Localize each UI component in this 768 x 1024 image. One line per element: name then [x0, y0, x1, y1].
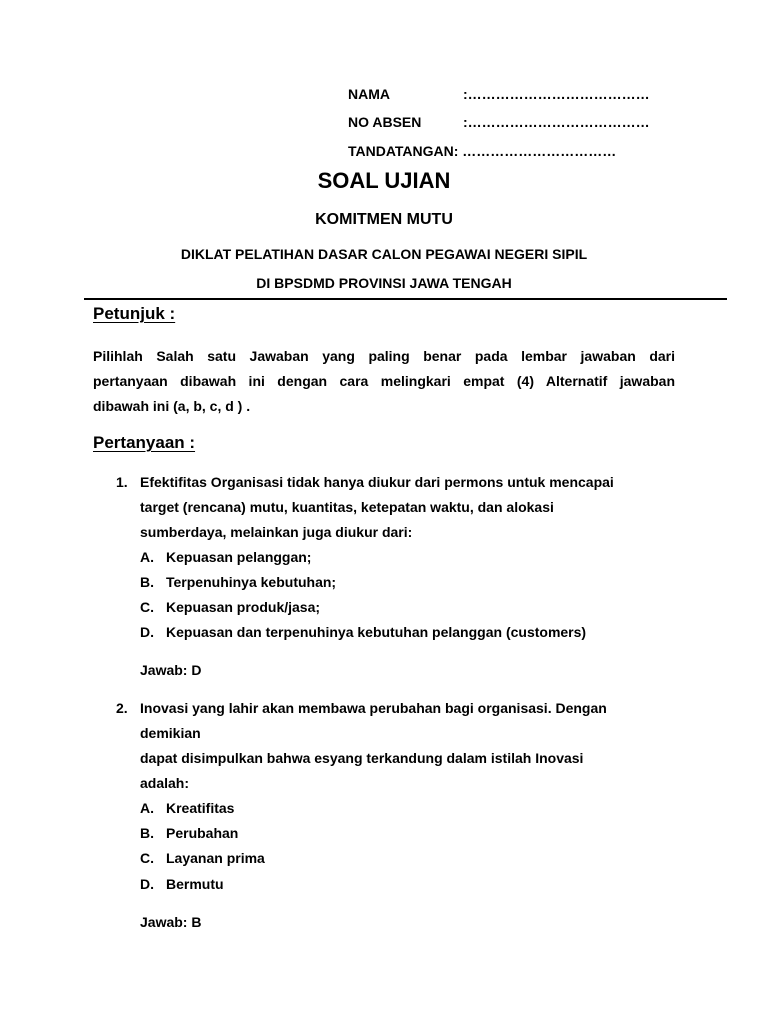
absen-label: NO ABSEN	[348, 114, 422, 130]
option-text: Kreatifitas	[166, 800, 235, 816]
option-letter: C.	[140, 850, 154, 866]
option-letter: B.	[140, 574, 154, 590]
question-text-line: target (rencana) mutu, kuantitas, ketepatan waktu, dan alokasi	[140, 499, 554, 515]
option-letter: B.	[140, 825, 154, 841]
absen-blank: :…………………………………	[463, 114, 650, 130]
option-text: Kepuasan produk/jasa;	[166, 599, 321, 615]
header-divider	[84, 298, 727, 300]
question-number: 1.	[116, 474, 128, 490]
instructions-text	[93, 344, 675, 419]
option-text: Layanan prima	[166, 850, 265, 866]
question-text-line: Efektifitas Organisasi tidak hanya diukur dari permons untuk mencapai	[140, 474, 614, 490]
option-text: Terpenuhinya kebutuhan;	[166, 574, 337, 590]
option-letter: A.	[140, 800, 154, 816]
question-number: 2.	[116, 700, 128, 716]
option-text: Bermutu	[166, 876, 224, 892]
option-text: Perubahan	[166, 825, 239, 841]
document-title: SOAL UJIAN	[317, 168, 451, 193]
option-letter: C.	[140, 599, 154, 615]
instructions-line: pertanyaan dibawah ini dengan cara melingkari empat (4) Alternatif jawaban	[93, 373, 675, 389]
instructions-line: dibawah ini (a, b, c, d ) .	[93, 398, 251, 414]
option-letter: D.	[140, 876, 154, 892]
institution-line: DI BPSDMD PROVINSI JAWA TENGAH	[256, 275, 512, 291]
questions-heading: Pertanyaan :	[93, 433, 196, 452]
question-text-line: adalah:	[140, 775, 190, 791]
question-text-line: demikian	[140, 725, 201, 741]
answer-key: Jawab: B	[140, 914, 202, 930]
question-text-line: Inovasi yang lahir akan membawa perubahan bagi organisasi. Dengan	[140, 700, 607, 716]
name-blank: :…………………………………	[463, 86, 650, 102]
answer-key: Jawab: D	[140, 662, 202, 678]
signature-label: TANDATANGAN: ……………………………	[348, 143, 617, 159]
option-letter: D.	[140, 624, 154, 640]
option-text: Kepuasan pelanggan;	[166, 549, 312, 565]
name-label: NAMA	[348, 86, 390, 102]
option-text: Kepuasan dan terpenuhinya kebutuhan pelanggan (customers)	[166, 624, 587, 640]
course-line: DIKLAT PELATIHAN DASAR CALON PEGAWAI NEGERI SIPIL	[180, 246, 588, 262]
instructions-heading: Petunjuk :	[93, 304, 176, 323]
instructions-line: Pilihlah Salah satu Jawaban yang paling benar pada lembar jawaban dari	[93, 348, 675, 364]
document-subtitle: KOMITMEN MUTU	[315, 211, 453, 228]
question-text-line: dapat disimpulkan bahwa esyang terkandung dalam istilah Inovasi	[140, 750, 584, 766]
question-text-line: sumberdaya, melainkan juga diukur dari:	[140, 524, 413, 540]
option-letter: A.	[140, 549, 154, 565]
